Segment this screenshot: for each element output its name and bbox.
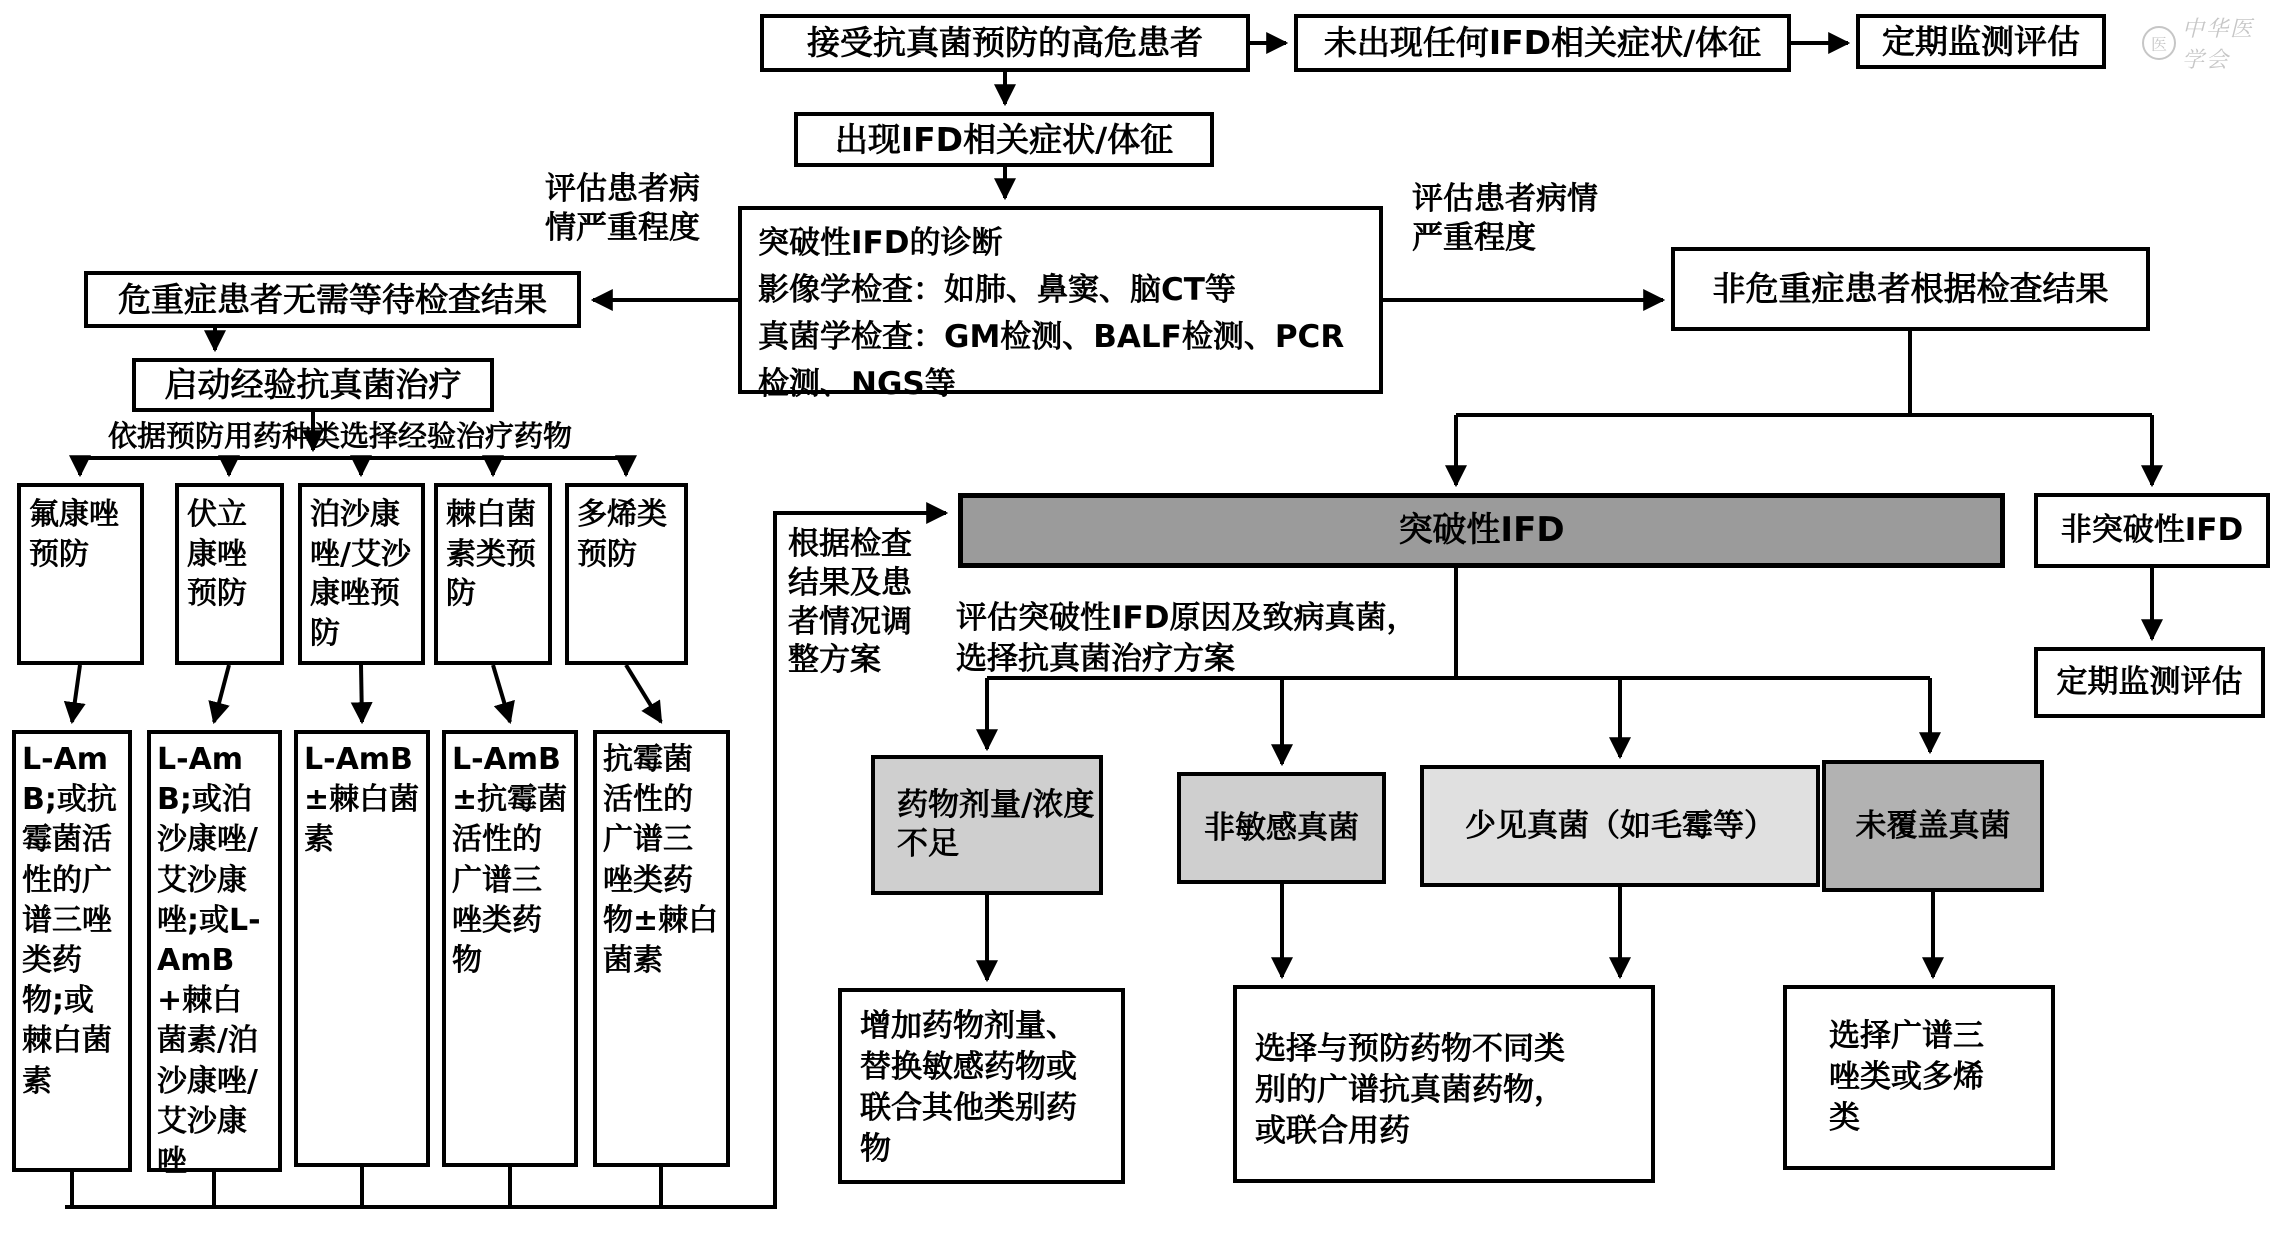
node-prophylaxis-echinocandin: 棘白菌素类预防 xyxy=(434,483,552,665)
assess-cause-line1: 评估突破性IFD原因及致病真菌， xyxy=(956,600,1418,636)
node-cause-uncovered-fungi: 未覆盖真菌 xyxy=(1822,760,2044,892)
node-treatment-increase-dose: 增加药物剂量、替换敏感药物或联合其他类别药物 xyxy=(838,988,1125,1184)
node-start-empirical-therapy: 启动经验抗真菌治疗 xyxy=(132,358,494,412)
watermark-text: 中华医学会 xyxy=(2182,17,2255,73)
node-cause-rare-fungi: 少见真菌（如毛霉等） xyxy=(1420,765,1820,887)
node-option-after-polyene: 抗霉菌活性的广谱三唑类药物±棘白菌素 xyxy=(593,730,730,1167)
node-cause-nonsusceptible-fungi: 非敏感真菌 xyxy=(1177,772,1386,884)
node-prophylaxis-posa-isavuconazole: 泊沙康唑/艾沙康唑预防 xyxy=(298,483,425,665)
node-noncritical-patients: 非危重症患者根据检查结果 xyxy=(1671,247,2150,331)
node-treatment-broad-triazole-polyene: 选择广谱三唑类或多烯类 xyxy=(1783,985,2055,1170)
node-option-after-fluconazole: L-AmB;或抗霉菌活性的广谱三唑类药物;或棘白菌素 xyxy=(12,730,132,1172)
label-empirical-note: 依据预防用药种类选择经验治疗药物 xyxy=(108,419,573,453)
node-non-breakthrough-ifd: 非突破性IFD xyxy=(2034,493,2270,568)
node-breakthrough-ifd-bar: 突破性IFD xyxy=(958,493,2005,568)
node-no-ifd-symptoms: 未出现任何IFD相关症状/体征 xyxy=(1294,14,1791,72)
node-periodic-monitoring-top: 定期监测评估 xyxy=(1856,14,2106,69)
medical-association-seal-icon: 医 xyxy=(2142,26,2176,60)
watermark xyxy=(2142,12,2274,74)
node-breakthrough-ifd-diagnosis xyxy=(738,206,1383,402)
node-high-risk-patients: 接受抗真菌预防的高危患者 xyxy=(760,14,1250,72)
label-adjust-plan: 根据检查结果及患者情况调整方案 xyxy=(788,526,912,679)
node-option-after-echinocandin: L-AmB±抗霉菌活性的广谱三唑类药物 xyxy=(442,730,578,1167)
node-periodic-monitoring-right: 定期监测评估 xyxy=(2034,647,2265,718)
diagnosis-line3: 真菌学检查：GM检测、BALF检测、PCR检测、NGS等 xyxy=(758,319,1345,402)
node-cause-insufficient-dose: 药物剂量/浓度不足 xyxy=(871,755,1103,895)
node-prophylaxis-voriconazole: 伏立康唑预防 xyxy=(175,483,284,665)
node-ifd-symptoms: 出现IFD相关症状/体征 xyxy=(794,112,1214,167)
diagnosis-line1: 突破性IFD的诊断 xyxy=(758,225,1003,261)
node-treatment-different-class: 选择与预防药物不同类别的广谱抗真菌药物，或联合用药 xyxy=(1233,985,1655,1183)
node-prophylaxis-fluconazole: 氟康唑预防 xyxy=(17,483,144,665)
node-critical-patients: 危重症患者无需等待检查结果 xyxy=(84,271,581,328)
assess-cause-line2: 选择抗真菌治疗方案 xyxy=(956,641,1235,677)
diagnosis-line2: 影像学检查：如肺、鼻窦、脑CT等 xyxy=(758,272,1236,308)
label-assess-cause xyxy=(956,598,1516,680)
node-option-after-posa-isavuconazole: L-AmB±棘白菌素 xyxy=(294,730,430,1167)
node-prophylaxis-polyene: 多烯类预防 xyxy=(565,483,688,665)
label-assess-severity-left: 评估患者病情严重程度 xyxy=(545,171,700,246)
label-assess-severity-right: 评估患者病情严重程度 xyxy=(1412,181,1598,256)
node-option-after-voriconazole: L-AmB;或泊沙康唑/艾沙康唑;或L-AmB+棘白菌素/泊沙康唑/艾沙康唑 xyxy=(147,730,282,1172)
